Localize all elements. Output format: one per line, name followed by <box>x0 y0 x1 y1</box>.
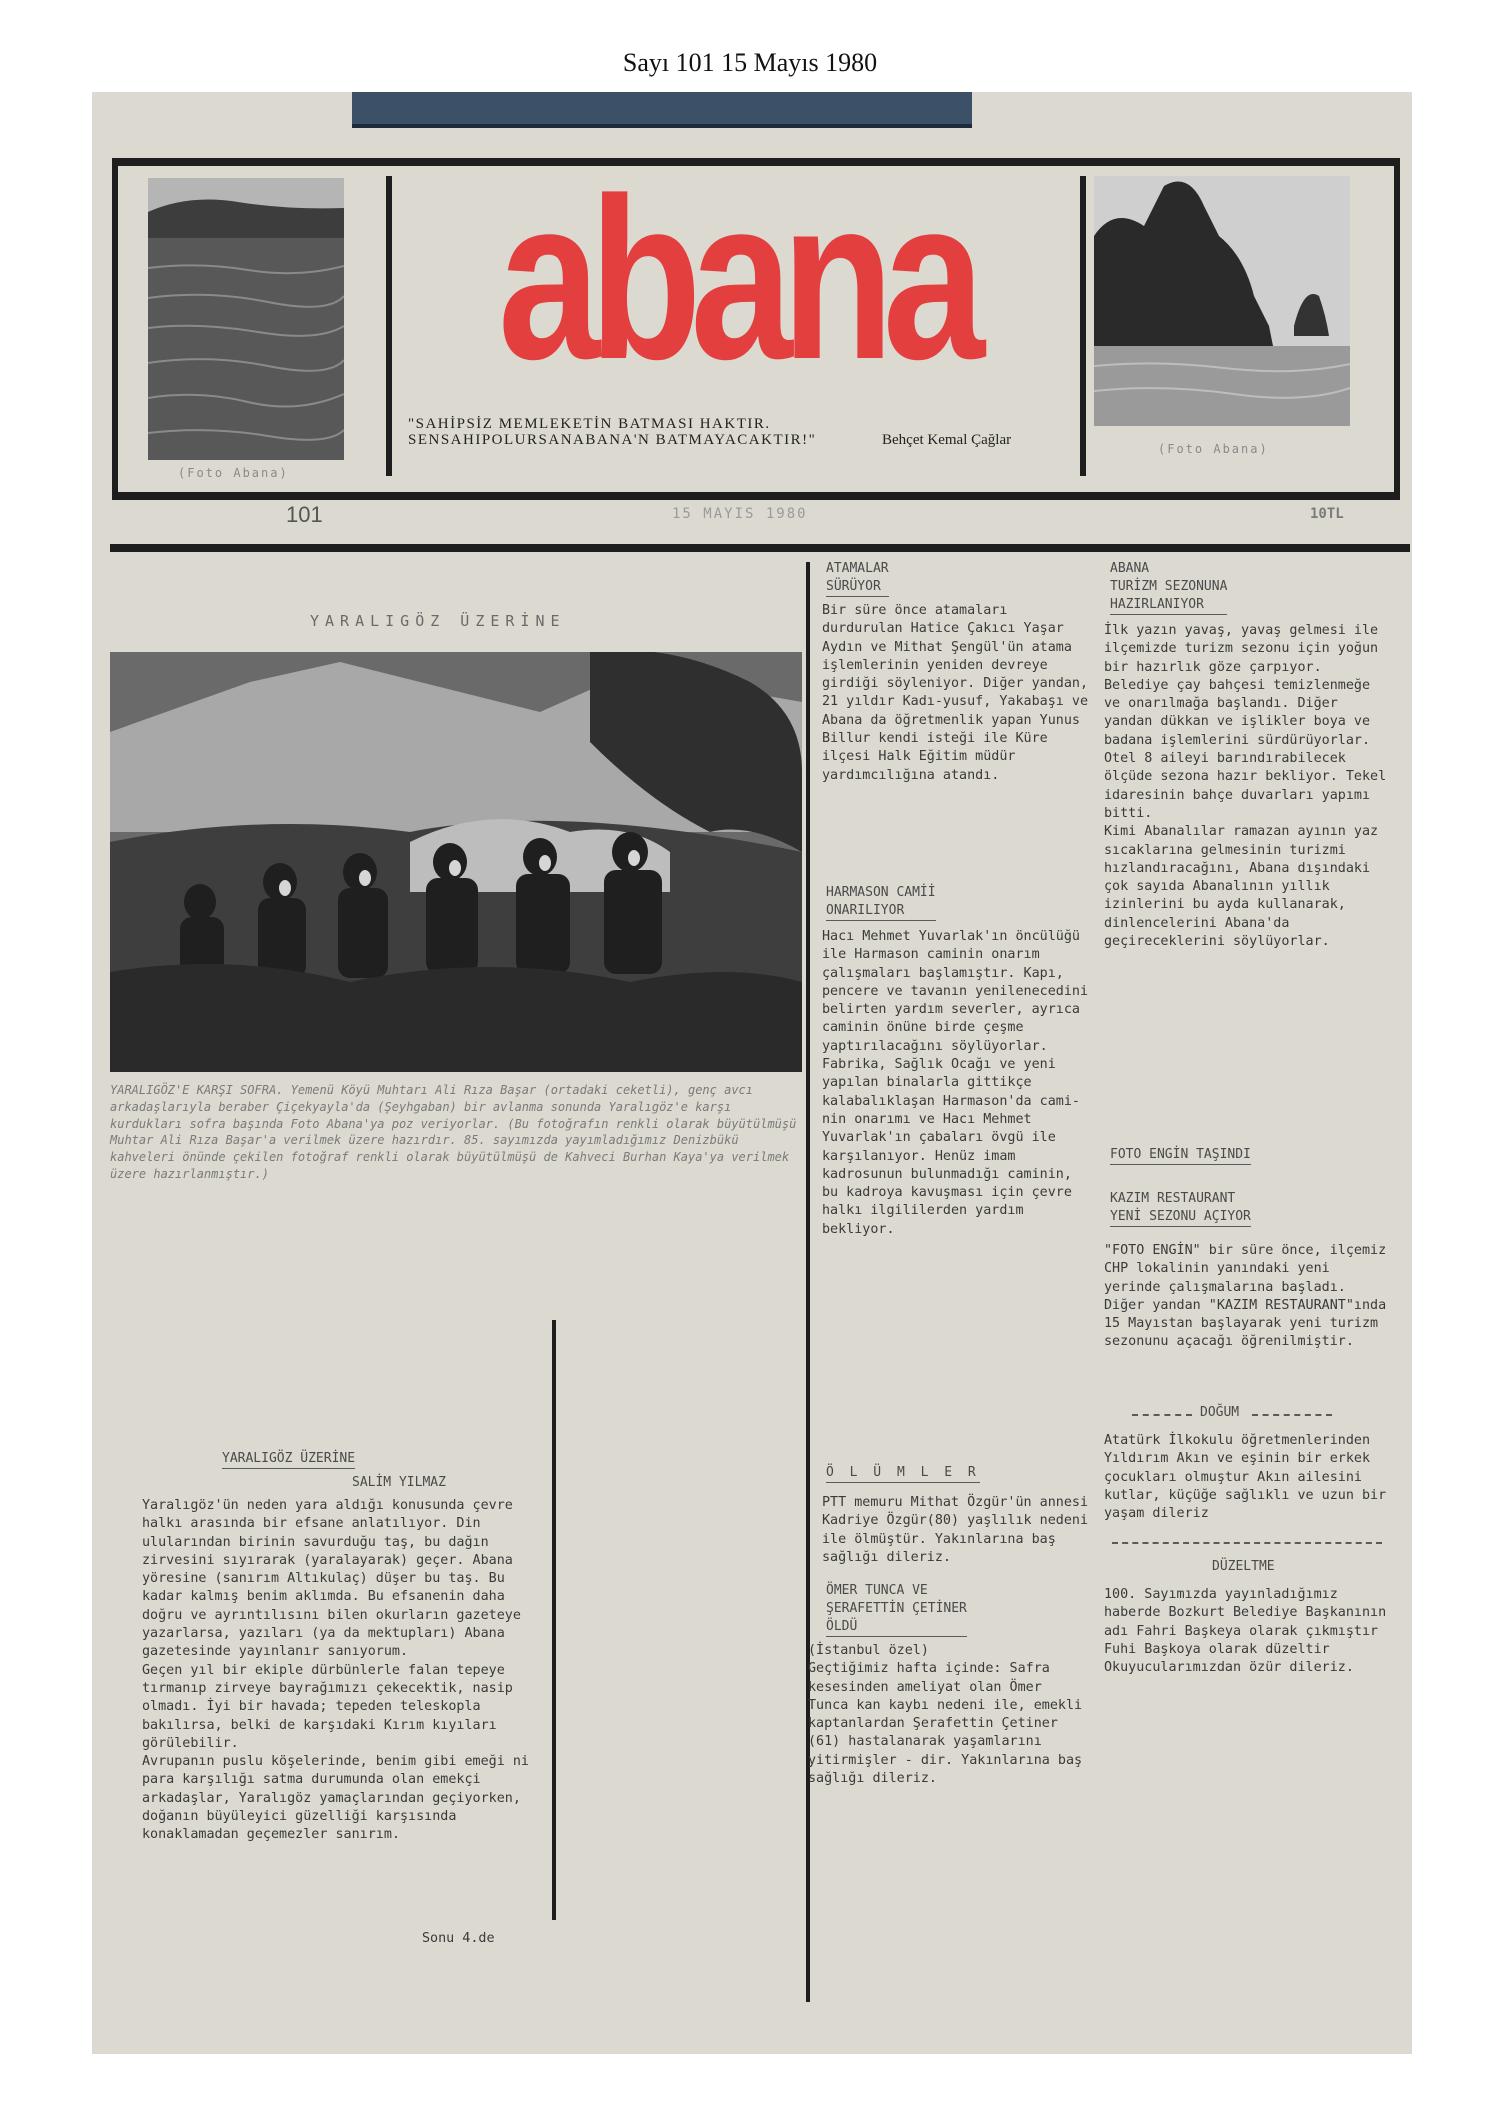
dogum-rule-left <box>1132 1414 1192 1416</box>
top-binding-band <box>352 92 972 128</box>
mid-heading-harmason: HARMASON CAMİİ ONARILIYOR <box>826 884 936 921</box>
handwritten-issue-number: 101 <box>286 502 323 527</box>
abana-logo: abana <box>498 150 974 407</box>
right-photo-credit: (Foto Abana) <box>1158 442 1269 456</box>
motto-author: Behçet Kemal Çağlar <box>882 432 1012 448</box>
motto <box>408 416 816 448</box>
mid-heading-tunca: ÖMER TUNCA VE ŞERAFETTİN ÇETİNER ÖLDÜ <box>826 1582 967 1637</box>
left-article-author: SALİM YILMAZ <box>352 1475 446 1490</box>
left-photo-credit: (Foto Abana) <box>178 466 289 480</box>
date-stamp: 15 MAYIS 1980 <box>672 506 808 522</box>
mid-text-atamalar: Bir süre önce atamaları durdurulan Hatice Çakıcı Yaşar Aydın ve Mithat Şengül'ün atama işlemlerinin yeniden devreye girdiği söyleniyor. Diğer yandan, 21 yıldır Kadı-yusuf, Yakabaşı ve Abana da öğretmenlik yapan Yunus Billur kendi isteği ile Küre ilçesi Halk Eğitim müdür yardımcılığına atandı. <box>822 603 1089 783</box>
motto-line-1: "SAHİPSİZ MEMLEKETİN BATMASI HAKTIR. <box>408 416 771 432</box>
masthead <box>112 150 1400 500</box>
right-heading-duzeltme: DÜZELTME <box>1212 1559 1275 1574</box>
left-article-title: YARALIGÖZ ÜZERİNE <box>222 1450 355 1469</box>
mid-heading-atamalar: ATAMALAR SÜRÜYOR <box>826 560 889 597</box>
masthead-bottom-rule <box>110 544 1410 552</box>
masthead-right-photo <box>1094 176 1350 426</box>
right-text-turizm: İlk yazın yavaş, yavaş gelmesi ile ilçemizde turizm sezonu için yoğun bir hazırlık göze çarpıyor. Belediye çay bahçesi temizlenmeğe ve onarılmağa başlandı. Diğer yandan dükkan ve işlikler boya ve badana işlemlerini sürdürüyorlar. Otel 8 aileyi barındırabilecek ölçüde sezona hazır bekliyor. Tekel idaresinin bahçe duvarları yapımı bitti. Kimi Abanalılar ramazan ayının yaz sıcaklarına gelmesinin turizmi hızlandıracağını, Abana dışındaki çok sayıda Abanalının yıllık izinlerini bu ayda kullanarak, dinlencelerini Abana'da geçireceklerini söylüyorlar. <box>1104 623 1387 950</box>
right-text-duzeltme: 100. Sayımızda yayınladığımız haberde Bozkurt Belediye Başkanının adı Fahri Başkeya olarak çıkmıştır Fuhi Başkoya olarak düzeltir Okuyucularımızdan özür dileriz. <box>1104 1587 1387 1676</box>
issue-strip <box>192 502 1392 536</box>
price: 10TL <box>1310 506 1344 522</box>
right-heading-dogum: DOĞUM <box>1200 1405 1240 1420</box>
right-text-foto-engin: "FOTO ENGİN" bir süre önce, ilçemiz CHP lokalinin yanındaki yeni yerinde çalışmalarına başladı. Diğer yandan "KAZIM RESTAURANT"ında 15 Mayıstan başlayarak yeni turizm sezonunu açacağı öğrenilmiştir. <box>1104 1243 1387 1350</box>
right-heading-kazim: KAZIM RESTAURANT YENİ SEZONU AÇIYOR <box>1110 1190 1251 1227</box>
continued-note: Sonu 4.de <box>422 1931 495 1946</box>
right-heading-turizm: ABANA TURİZM SEZONUNA HAZIRLANIYOR <box>1110 560 1227 615</box>
left-article-body: Yaralıgöz'ün neden yara aldığı konusunda çevre halkı arasında bir efsane anlatılıyor. Din ulularından birinin savurduğu taş, bu dağın zirvesini sıyırarak (yaralayarak) geçer. Abana yöresine (sanırım Altıkulaç) düşer bu taş. Bu kadar kalmış benim aklımda. Bu efsanenin daha doğru ve ayrıntılısını bilen okurların gazeteye yazarlarsa, yazıları (ya da mektupları) Abana gazetesinde yayınlanır sanıyorum. Geçen yıl bir ekiple dürbünlerle falan tepeye tırmanıp zirveye bayrağımızı çekecektik, nasip olmadı. İyi bir havada; tepeden teleskopla bakılırsa, belki de karşıdaki Kırım kıyıları görülebilir. Avrupanın puslu köşelerinde, benim gibi emeği ni para karşılığı satma durumunda olan emekçi arkadaşlar, Yaralıgöz yamaçlarından geçiyorken, doğanın büyüleyici güzelliği karşısında konaklamadan geçemezler sanırım. <box>142 1498 529 1843</box>
dogum-rule-right <box>1252 1414 1332 1416</box>
photo-heading: YARALIGÖZ ÜZERİNE <box>310 612 566 630</box>
right-heading-foto-engin: FOTO ENGİN TAŞINDI <box>1110 1146 1251 1165</box>
photo-caption: YARALIGÖZ'E KARŞI SOFRA. Yemenü Köyü Muhtarı Ali Rıza Başar (ortadaki ceketli), genç avcı arkadaşlarıyla beraber Çiçekyayla'da (Şeyhgaban) bir avlanma sonunda Yaralıgöz'e karşı kurdukları sofra başında Foto Abana'ya poz veriyorlar. (Bu fotoğrafın renkli olarak büyütülmüşü Muhtar Ali Rıza Başar'a verilmek üzere hazırdır. 85. sayımızda yayımladığımız Denizbükü kahveleri önünde çekilen fotoğraf renkli olarak büyütülmüşü de Kahveci Burhan Kaya'ya verilmek üzere hazırlanmıştır.) <box>110 1083 797 1181</box>
main-photo <box>110 652 802 1072</box>
motto-line-2: SENSAHIPOLURSANABANA'N BATMAYACAKTIR!" <box>408 432 817 448</box>
masthead-left-photo <box>148 178 344 460</box>
issue-header: Sayı 101 15 Mayıs 1980 <box>622 48 878 77</box>
title-box <box>386 150 1086 476</box>
left-article-divider <box>552 1320 556 1920</box>
duzeltme-rule <box>1112 1542 1382 1544</box>
mid-text-tunca: (İstanbul özel) Geçtiğimiz hafta içinde: Safra kesesinden ameliyat olan Ömer Tunca kan kaybı nedeni ile, emekli kaptanlardan Şerafettin Çetiner (61) hastalanarak yaşamlarını yitirmişler - dir. Yakınlarına baş sağlığı dileriz. <box>808 1643 1083 1787</box>
mid-text-olumler: PTT memuru Mithat Özgür'ün annesi Kadriye Özgür(80) yaşlılık nedeni ile ölmüştür. Yakınlarına baş sağlığı dileriz. <box>822 1495 1089 1565</box>
mid-text-harmason: Hacı Mehmet Yuvarlak'ın öncülüğü ile Harmason caminin onarım çalışmaları başlamıştır. Kapı, pencere ve tavanın yenilenecedini belirten yardım severler, ayrıca caminin önüne birde çeşme yaptırılacağını söylüyorlar. Fabrika, Sağlık Ocağı ve yeni yapılan binalarla gittikçe kalabalıklaşan Harmason'da cami-nin onarımı ve Hacı Mehmet Yuvarlak'ın çabaları övgü ile karşılanıyor. Henüz imam kadrosunun bulunmadığı caminin, bu kadroya kavuşması için çevre halkı ilgililerden yardım bekliyor. <box>822 929 1089 1237</box>
newspaper-page <box>92 92 1412 2054</box>
right-text-dogum: Atatürk İlkokulu öğretmenlerinden Yıldırım Akın ve eşinin bir erkek çocukları olmuştur Akın ailesini kutlar, küçüğe sağlıklı ve uzun bir yaşam dileriz <box>1104 1433 1387 1522</box>
mid-heading-olumler: Ö L Ü M L E R <box>826 1464 980 1483</box>
